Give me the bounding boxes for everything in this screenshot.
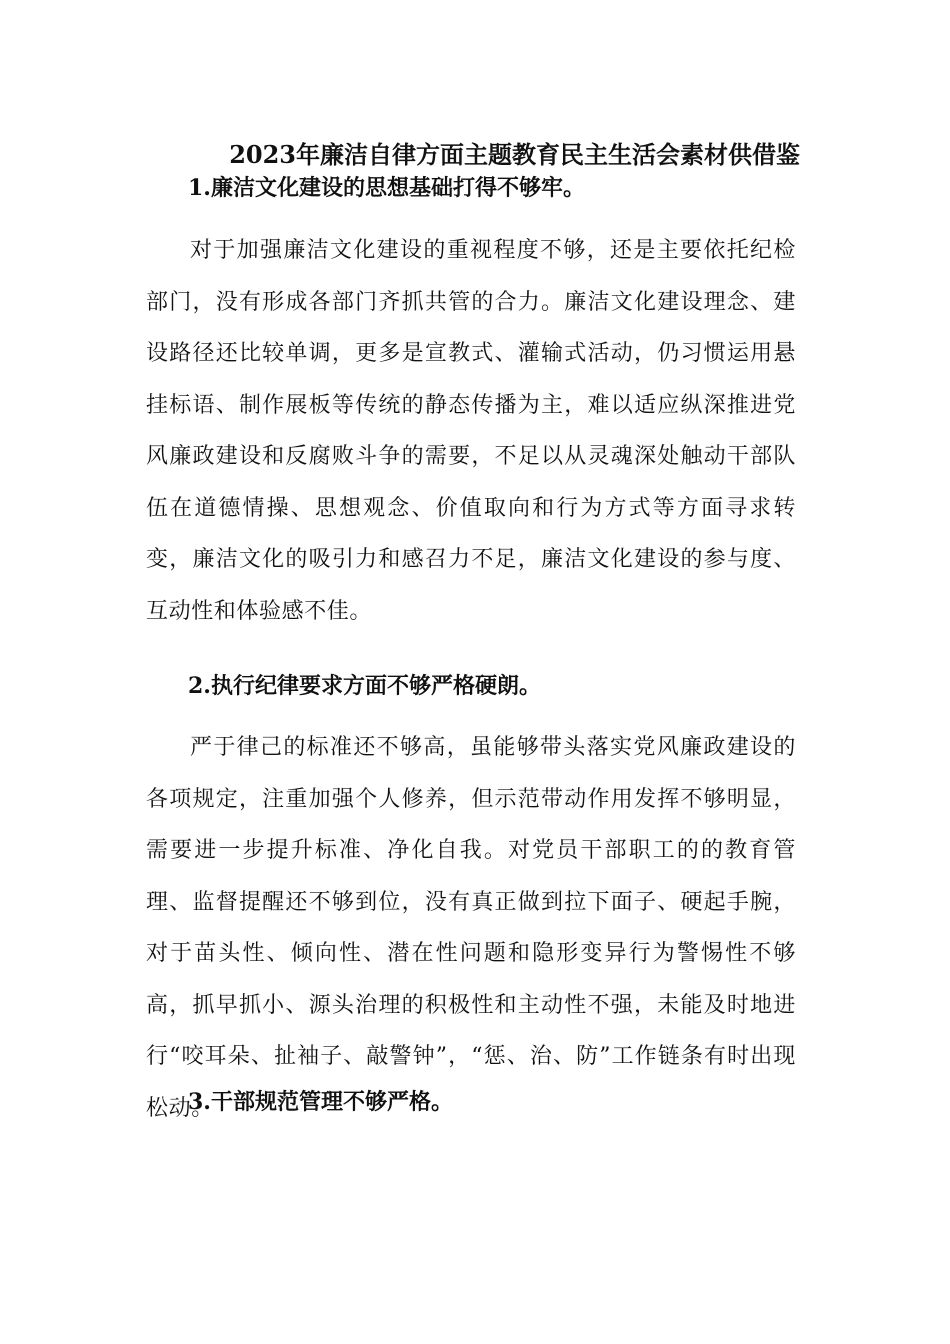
section-paragraph-2: 严于律己的标准还不够高，虽能够带头落实党风廉政建设的各项规定，注重加强个人修养，但示范带动作用发挥不够明显，需要进一步提升标准、净化自我。对党员干部职工的的教育管理、监督提醒还不够到位，没有真正做到拉下面子、硬起手腕，对于苗头性、倾向性、潜在性问题和隐形变异行为警惕性不够高，抓早抓小、源头治理的积极性和主动性不强，未能及时地进行“咬耳朵、扯袖子、敲警钟”，“惩、治、防”工作链条有时出现松动。 — [146, 735, 796, 1121]
section-paragraph-1: 对于加强廉洁文化建设的重视程度不够，还是主要依托纪检部门，没有形成各部门齐抓共管的合力。廉洁文化建设理念、建设路径还比较单调，更多是宣教式、灌输式活动，仍习惯运用悬挂标语、制作展板等传统的静态传播为主，难以适应纵深推进党风廉政建设和反腐败斗争的需要，不足以从灵魂深处触动干部队伍在道德情操、思想观念、价值取向和行为方式等方面寻求转变，廉洁文化的吸引力和感召力不足，廉洁文化建设的参与度、互动性和体验感不佳。 — [146, 238, 796, 624]
document-title: 2023年廉洁自律方面主题教育民主生活会素材供借鉴 — [229, 140, 800, 169]
section-heading-2: 2.执行纪律要求方面不够严格硬朗。 — [188, 673, 541, 699]
section-heading-1: 1.廉洁文化建设的思想基础打得不够牢。 — [188, 175, 585, 201]
section-heading-3: 3.干部规范管理不够严格。 — [188, 1089, 453, 1115]
